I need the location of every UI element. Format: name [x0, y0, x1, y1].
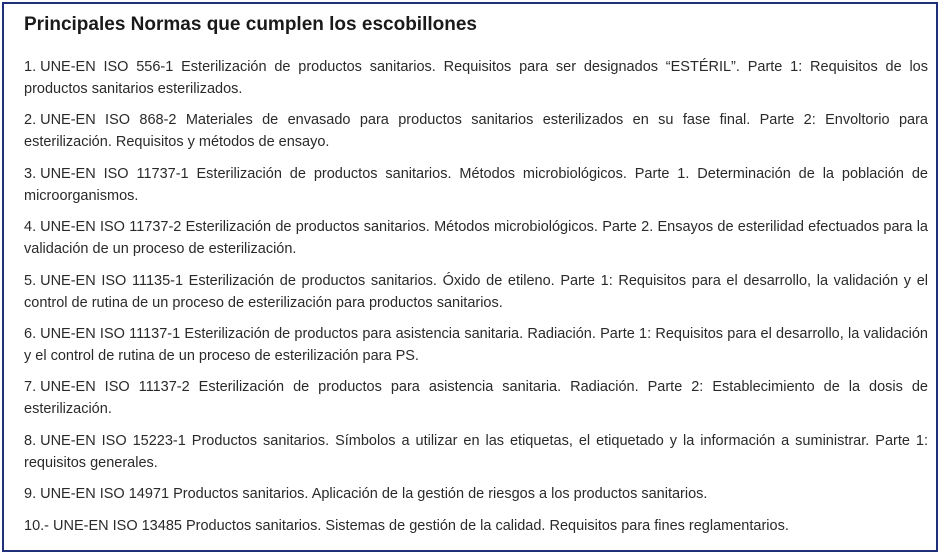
item-text: UNE-EN ISO 556-1 Esterilización de productos sanitarios. Requisitos para ser designados “ESTÉRIL”. Parte 1: Requisitos de los productos sanitarios esterilizados.	[24, 59, 928, 97]
norms-list	[24, 56, 928, 537]
list-item	[24, 430, 928, 474]
list-item	[24, 216, 928, 260]
list-item	[24, 376, 928, 420]
list-item	[24, 270, 928, 314]
item-number: 1.	[24, 59, 37, 75]
item-text: UNE-EN ISO 868-2 Materiales de envasado para productos sanitarios esterilizados en su fase final. Parte 2: Envoltorio para esterilización. Requisitos y métodos de ensayo.	[24, 112, 928, 151]
list-item	[24, 515, 928, 537]
list-item	[24, 109, 928, 153]
item-text: UNE-EN ISO 11737-1 Esterilización de productos sanitarios. Métodos microbiológicos. Parte 1. Determinación de la población de microorganismos.	[24, 165, 928, 204]
norms-box	[2, 2, 938, 552]
box-title: Principales Normas que cumplen los escobillones	[24, 14, 477, 35]
item-number: 8.	[24, 432, 37, 449]
item-text: UNE-EN ISO 15223-1 Productos sanitarios. Símbolos a utilizar en las etiquetas, el etiquetado y la información a suministrar. Parte 1: requisitos generales.	[24, 432, 928, 471]
item-text: UNE-EN ISO 11137-1 Esterilización de productos para asistencia sanitaria. Radiación. Parte 1: Requisitos para el desarrollo, la validación y el control de rutina de un proceso de esterilización para PS.	[24, 325, 928, 364]
item-number: 10.-	[24, 517, 49, 534]
item-text: UNE-EN ISO 14971 Productos sanitarios. Aplicación de la gestión de riesgos a los productos sanitarios.	[40, 486, 708, 503]
item-text: UNE-EN ISO 13485 Productos sanitarios. Sistemas de gestión de la calidad. Requisitos para fines reglamentarios.	[53, 517, 789, 534]
list-item	[24, 163, 928, 207]
item-number: 3.	[24, 165, 37, 182]
item-number: 9.	[24, 486, 37, 503]
list-item	[24, 483, 928, 505]
item-number: 5.	[24, 272, 37, 289]
item-text: UNE-EN ISO 11737-2 Esterilización de productos sanitarios. Métodos microbiológicos. Parte 2. Ensayos de esterilidad efectuados para la validación de un proceso de esterilización.	[24, 219, 928, 258]
list-item	[24, 56, 928, 100]
item-number: 6.	[24, 325, 37, 342]
item-text: UNE-EN ISO 11137-2 Esterilización de productos para asistencia sanitaria. Radiación. Parte 2: Establecimiento de la dosis de esterilización.	[24, 379, 928, 418]
item-text: UNE-EN ISO 11135-1 Esterilización de productos sanitarios. Óxido de etileno. Parte 1: Requisitos para el desarrollo, la validación y el control de rutina de un proceso de esterilización para productos sanitarios.	[24, 272, 928, 311]
item-number: 7.	[24, 379, 37, 396]
list-item	[24, 323, 928, 367]
item-number: 4.	[24, 219, 37, 236]
item-number: 2.	[24, 112, 37, 129]
